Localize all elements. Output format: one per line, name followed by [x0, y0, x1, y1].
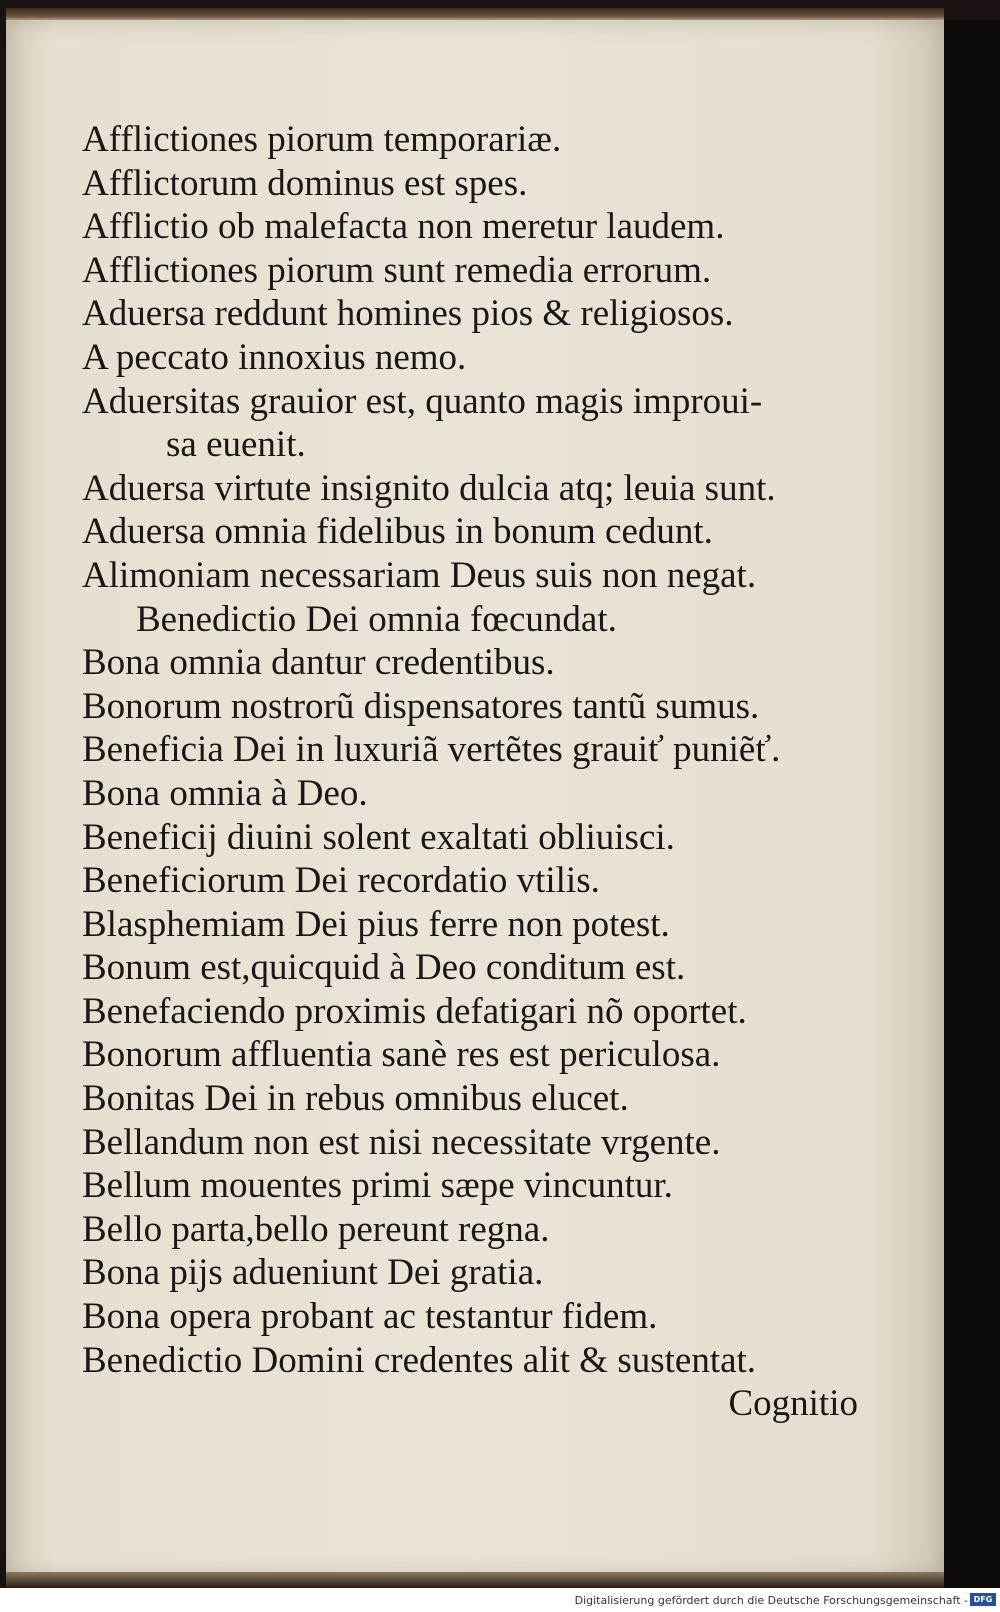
- text-line: Beneficiorum Dei recordatio vtilis.: [82, 860, 600, 902]
- text-line: Bello parta,bello pereunt regna.: [82, 1208, 550, 1250]
- page-right-edge: [944, 20, 1000, 1588]
- text-line: Afflictiones piorum sunt remedia errorum.: [82, 249, 712, 291]
- text-line: Beneficia Dei in luxuriã vertẽtes grauiť puniẽť.: [82, 729, 781, 771]
- text-line: Afflictio ob malefacta non meretur laudem.: [82, 206, 725, 248]
- text-line: Blasphemiam Dei pius ferre non potest.: [82, 903, 670, 945]
- text-line: Aduersa virtute insignito dulcia atq; leuia sunt.: [82, 467, 776, 509]
- text-line: Bonum est,quicquid à Deo conditum est.: [82, 947, 686, 989]
- text-line: sa euenit.: [166, 424, 306, 466]
- text-line: A peccato innoxius nemo.: [82, 336, 467, 378]
- footer: [0, 1588, 1000, 1612]
- text-line: Bonorum nostrorũ dispensatores tantũ sumus.: [82, 685, 760, 727]
- text-line: Benedictio Dei omnia fœcundat.: [136, 598, 617, 640]
- text-line: Aduersa omnia fidelibus in bonum cedunt.: [82, 511, 713, 553]
- text-line: Bellum mouentes primi sæpe vincuntur.: [82, 1165, 673, 1207]
- text-line: Aduersitas grauior est, quanto magis improui-: [82, 380, 763, 422]
- text-line: Aduersa reddunt homines pios & religiosos.: [82, 293, 734, 335]
- text-line: Bellandum non est nisi necessitate vrgente.: [82, 1121, 721, 1163]
- text-line: Afflictorum dominus est spes.: [82, 162, 528, 204]
- text-line: Bona pijs adueniunt Dei gratia.: [82, 1252, 544, 1294]
- text-line: Bona omnia à Deo.: [82, 772, 368, 814]
- text-line: Bonorum affluentia sanè res est periculosa.: [82, 1034, 721, 1076]
- text-line: Bona opera probant ac testantur fidem.: [82, 1296, 658, 1338]
- page-bottom-edge: [6, 1572, 944, 1588]
- text-line: Alimoniam necessariam Deus suis non negat.: [82, 554, 757, 596]
- page-text: [82, 118, 882, 1426]
- text-line: Bona omnia dantur credentibus.: [82, 642, 555, 684]
- text-line: Benedictio Domini credentes alit & sustentat.: [82, 1339, 757, 1381]
- text-line: Benefaciendo proximis defatigari nõ oportet.: [82, 990, 747, 1032]
- dfg-logo: DFG: [970, 1593, 996, 1606]
- text-line: Beneficij diuini solent exaltati obliuisci.: [82, 816, 675, 858]
- footer-credit: Digitalisierung gefördert durch die Deutsche Forschungsgemeinschaft -: [574, 1594, 968, 1607]
- text-line: Bonitas Dei in rebus omnibus elucet.: [82, 1078, 629, 1120]
- text-line: Afflictiones piorum temporariæ.: [82, 119, 562, 160]
- catchword: Cognitio: [728, 1383, 858, 1425]
